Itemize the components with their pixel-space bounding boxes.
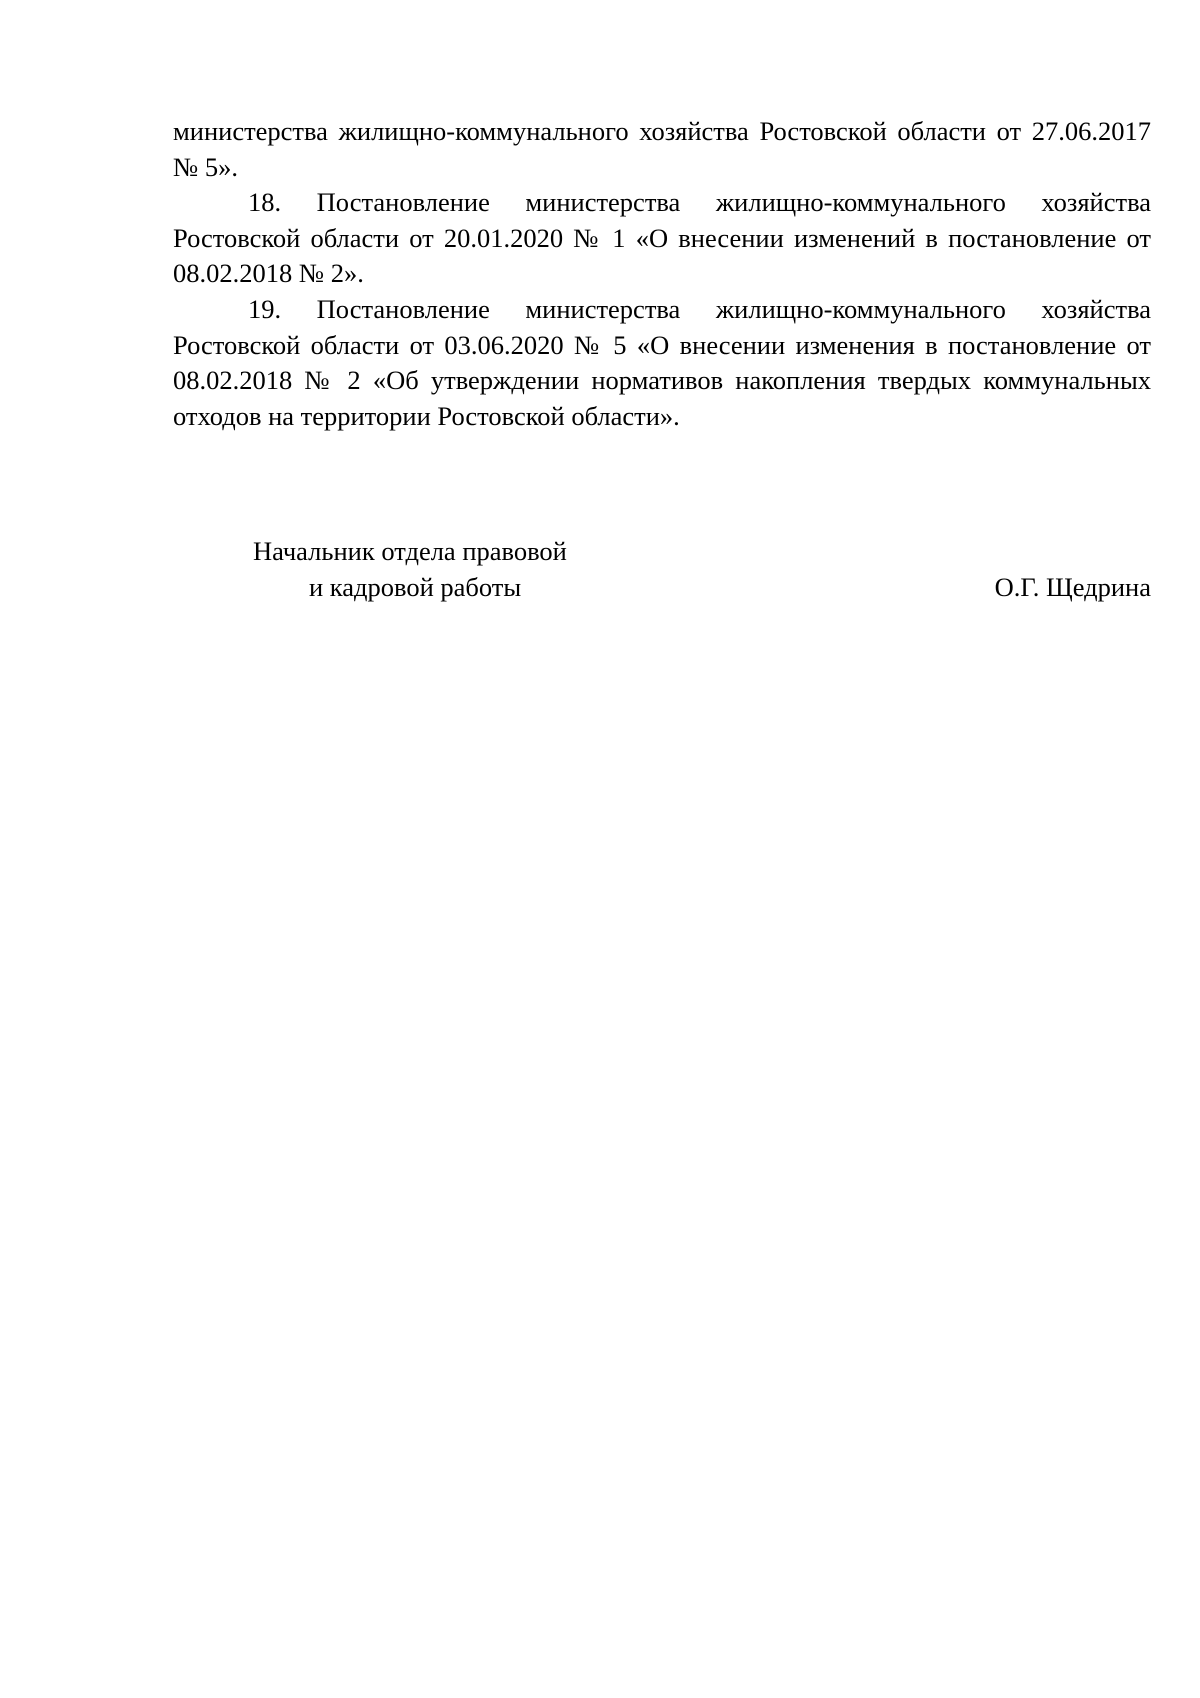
- paragraph-item-18: 18. Постановление министерства жилищно-коммунального хозяйства Ростовской области от 20.01.2020 № 1 «О внесении изменений в постановление от 08.02.2018 № 2».: [173, 187, 1151, 289]
- paragraph-continuation: министерства жилищно-коммунального хозяйства Ростовской области от 27.06.2017 № 5».: [173, 116, 1151, 182]
- signatory-position-line-1: Начальник отдела правовой: [253, 536, 567, 566]
- signatory-position: [253, 534, 673, 605]
- paragraph-item-19: 19. Постановление министерства жилищно-коммунального хозяйства Ростовской области от 03.06.2020 № 5 «О внесении изменения в постановление от 08.02.2018 № 2 «Об утверждении нормативов накопления твердых коммунальных отходов на территории Ростовской области».: [173, 293, 1151, 431]
- signatory-position-line-2: и кадровой работы: [309, 571, 522, 602]
- document-body: [173, 114, 1151, 434]
- signatory-name: О.Г. Щедрина: [994, 572, 1151, 602]
